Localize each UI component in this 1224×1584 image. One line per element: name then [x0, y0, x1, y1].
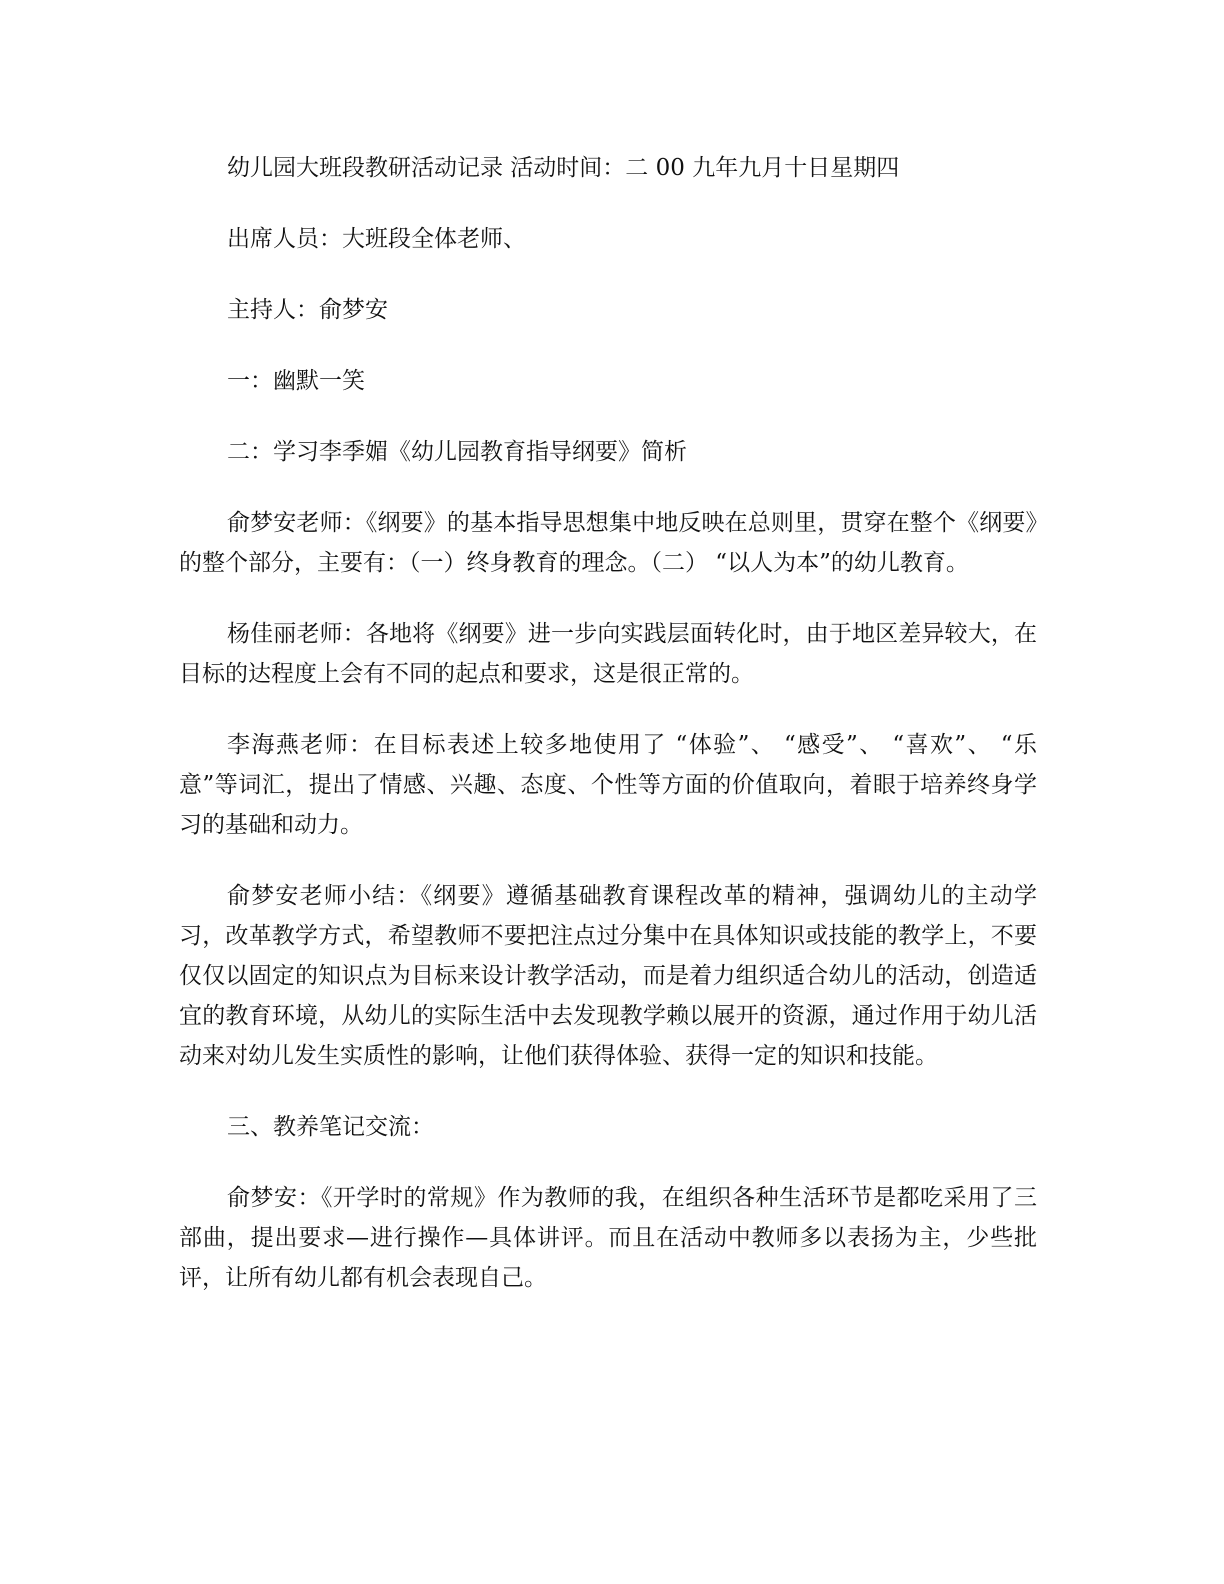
attendees-line: 出席人员：大班段全体老师、 [227, 226, 526, 252]
host-line: 主持人：俞梦安 [227, 297, 388, 323]
section-one-heading: 一：幽默一笑 [227, 368, 365, 394]
paragraph-li-haiyan: 李海燕老师：在目标表述上较多地使用了 “体验”、 “感受”、 “喜欢”、 “乐意”等词汇，提出了情感、兴趣、态度、个性等方面的价值取向，着眼于培养终身学习的基础和动力。 [179, 732, 1037, 838]
paragraph-yang-jiali: 杨佳丽老师：各地将《纲要》进一步向实践层面转化时，由于地区差异较大，在目标的达程度上会有不同的起点和要求，这是很正常的。 [179, 621, 1037, 687]
title-line: 幼儿园大班段教研活动记录 活动时间：二 00 九年九月十日星期四 [227, 155, 900, 181]
paragraph-yu-mengan: 俞梦安老师：《纲要》的基本指导思想集中地反映在总则里，贯穿在整个《纲要》的整个部分，主要有：（一）终身教育的理念。（二） “以人为本”的幼儿教育。 [179, 510, 1037, 576]
paragraph-notes-exchange: 俞梦安：《开学时的常规》作为教师的我，在组织各种生活环节是都吃采用了三部曲，提出要求—进行操作—具体讲评。而且在活动中教师多以表扬为主，少些批评，让所有幼儿都有机会表现自己。 [179, 1185, 1037, 1291]
document-body [179, 148, 1037, 1329]
section-three-heading: 三、教养笔记交流： [227, 1114, 434, 1140]
section-two-heading: 二：学习李季媚《幼儿园教育指导纲要》简析 [227, 439, 687, 465]
paragraph-summary: 俞梦安老师小结：《纲要》遵循基础教育课程改革的精神，强调幼儿的主动学习，改革教学方式，希望教师不要把注点过分集中在具体知识或技能的教学上，不要仅仅以固定的知识点为目标来设计教学活动，而是着力组织适合幼儿的活动，创造适宜的教育环境，从幼儿的实际生活中去发现教学赖以展开的资源，通过作用于幼儿活动来对幼儿发生实质性的影响，让他们获得体验、获得一定的知识和技能。 [179, 883, 1037, 1069]
